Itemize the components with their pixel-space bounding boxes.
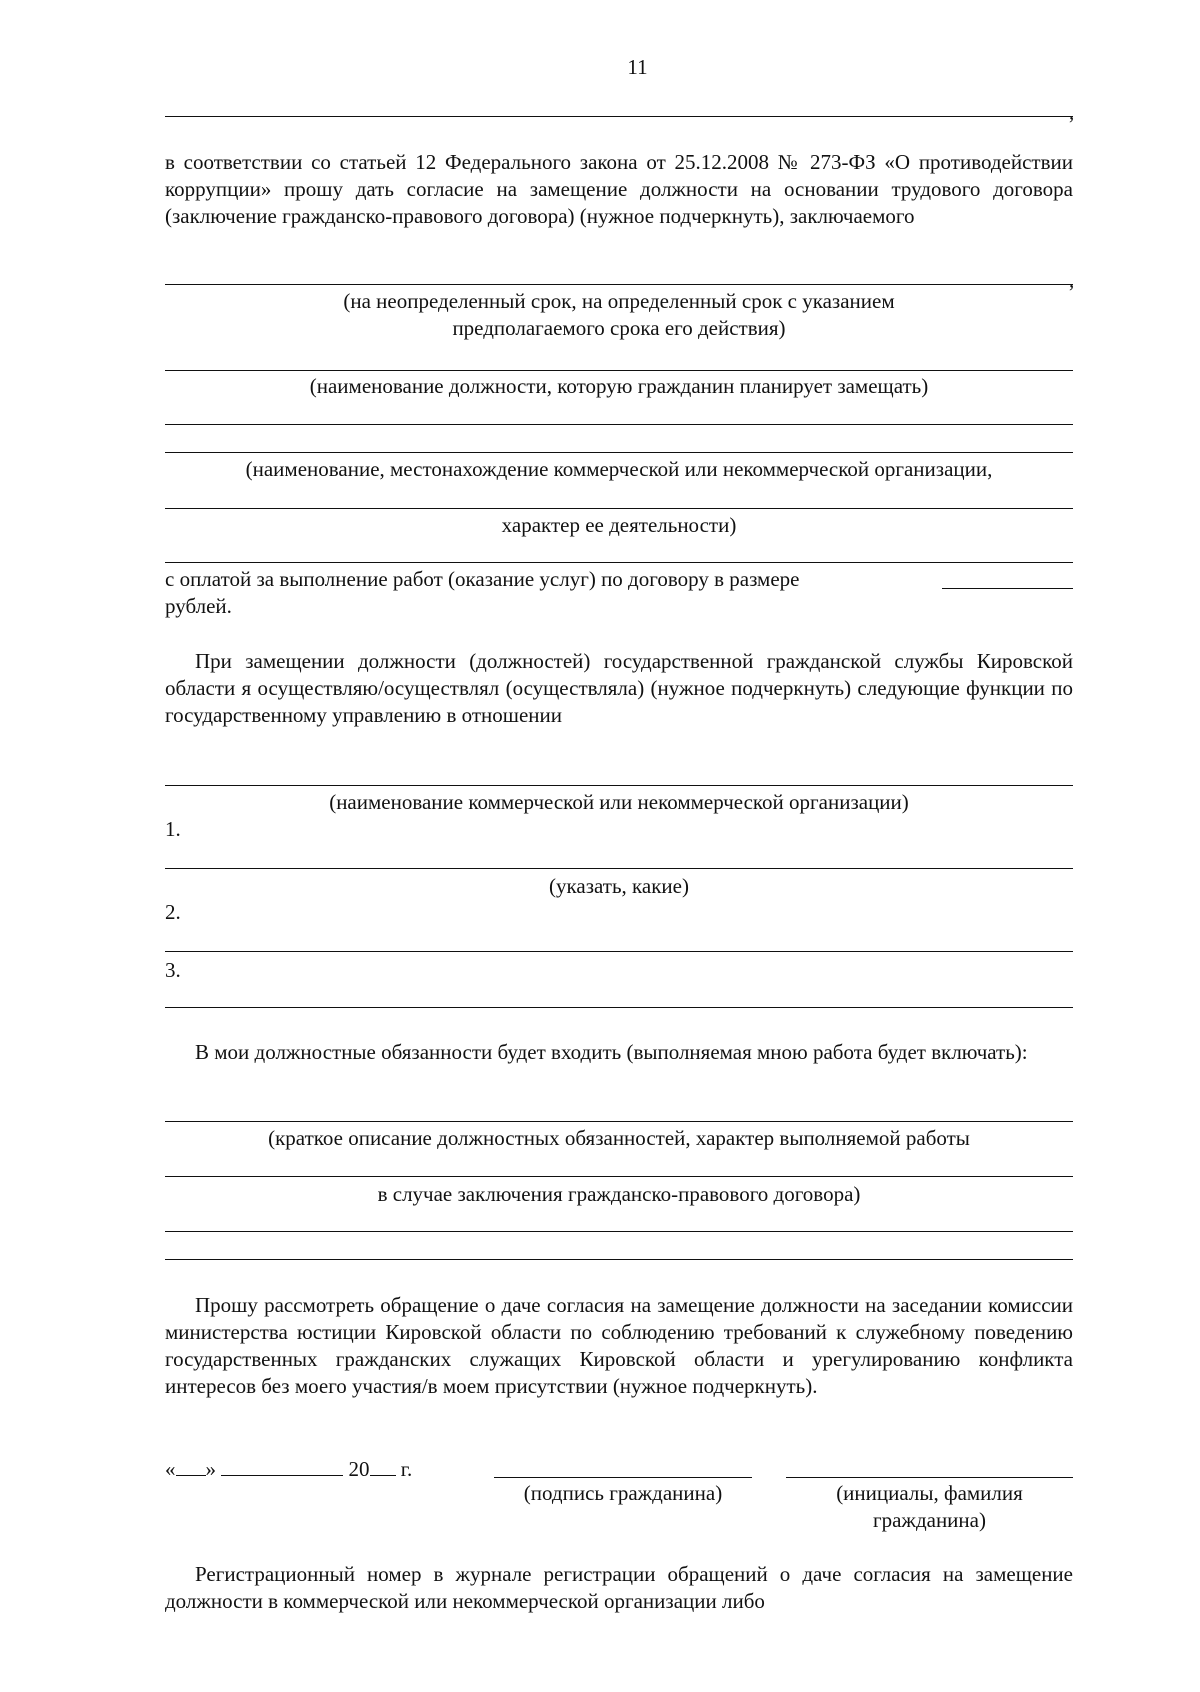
org-name-caption: (наименование коммерческой или некоммерческой организации) [329, 790, 909, 814]
functions-paragraph: При замещении должности (должностей) государственной гражданской службы Кировской области я осуществляю/осуществлял (осуществляла) (нужное подчеркнуть) следующие функции по государственному управлению в отношении [165, 649, 1073, 727]
signature-field[interactable] [494, 1477, 752, 1478]
blank-line-org-name [165, 785, 1073, 786]
blank-line-item-3 [165, 1007, 1073, 1008]
blank-line-duties-3 [165, 1231, 1073, 1232]
date-close-quote: » [205, 1457, 216, 1481]
blank-line-duties-2 [165, 1176, 1073, 1177]
intro-paragraph: в соответствии со статьей 12 Федерального закона от 25.12.2008 № 273-ФЗ «О противодействии коррупции» прошу дать согласие на замещение должности на основании трудового договора (заключение гражданско-правового договора) (нужное подчеркнуть), заключаемого [165, 150, 1073, 228]
initials-caption-line2: гражданина) [873, 1508, 986, 1532]
list-item-2: 2. [165, 900, 181, 924]
initials-caption-line1: (инициалы, фамилия [836, 1481, 1023, 1505]
position-caption: (наименование должности, которую гражданин планирует замещать) [309, 374, 929, 398]
date-year-prefix: 20 [348, 1457, 370, 1481]
signature-caption: (подпись гражданина) [523, 1481, 723, 1505]
page-number: 11 [627, 55, 648, 79]
blank-line-duties-4 [165, 1259, 1073, 1260]
duties-caption-line2: в случае заключения гражданско-правового договора) [377, 1182, 861, 1206]
blank-line-org [165, 452, 1073, 453]
date-month-field[interactable] [221, 1455, 343, 1476]
initials-field[interactable] [786, 1477, 1073, 1478]
duties-paragraph: В мои должностные обязанности будет входить (выполняемая мною работа будет включать): [195, 1040, 1028, 1064]
date-day-field[interactable] [176, 1455, 206, 1476]
payment-amount-field[interactable] [942, 588, 1073, 589]
request-paragraph: Прошу рассмотреть обращение о даче согласия на замещение должности на заседании комиссии министерства юстиции Кировской области по соблюдению требований к служебному поведению государственных гражданских служащих Кировской области и урегулированию конфликта интересов без моего участия/в моем присутствии (нужное подчеркнуть). [165, 1293, 1073, 1398]
blank-line-term [165, 284, 1073, 285]
list-item-1: 1. [165, 817, 181, 841]
list-item-3: 3. [165, 958, 181, 982]
org-caption-line2: характер ее деятельности) [501, 513, 737, 537]
payment-text: с оплатой за выполнение работ (оказание услуг) по договору в размере [165, 567, 800, 591]
term-caption-line2: предполагаемого срока его действия) [452, 316, 786, 340]
blank-line-position-2 [165, 424, 1073, 425]
date-line [165, 1455, 412, 1483]
comma: , [1069, 268, 1075, 292]
comma: , [1069, 100, 1075, 124]
blank-line-position [165, 370, 1073, 371]
duties-caption-line1: (краткое описание должностных обязанностей, характер выполняемой работы [268, 1126, 970, 1150]
date-year-suffix: г. [400, 1457, 413, 1481]
registration-paragraph: Регистрационный номер в журнале регистрации обращений о даче согласия на замещение должности в коммерческой или некоммерческой организации либо [165, 1562, 1073, 1613]
date-open-quote: « [165, 1457, 176, 1481]
specify-caption: (указать, какие) [549, 874, 689, 898]
rubles-label: рублей. [165, 594, 232, 618]
blank-line-item-1 [165, 868, 1073, 869]
blank-line-org-3 [165, 562, 1073, 563]
blank-line-item-2 [165, 951, 1073, 952]
blank-line-top [165, 116, 1073, 117]
blank-line-duties [165, 1121, 1073, 1122]
date-year-field[interactable] [370, 1455, 396, 1476]
term-caption-line1: (на неопределенный срок, на определенный срок с указанием [343, 289, 895, 313]
blank-line-org-2 [165, 508, 1073, 509]
org-caption-line1: (наименование, местонахождение коммерческой или некоммерческой организации, [245, 457, 993, 481]
